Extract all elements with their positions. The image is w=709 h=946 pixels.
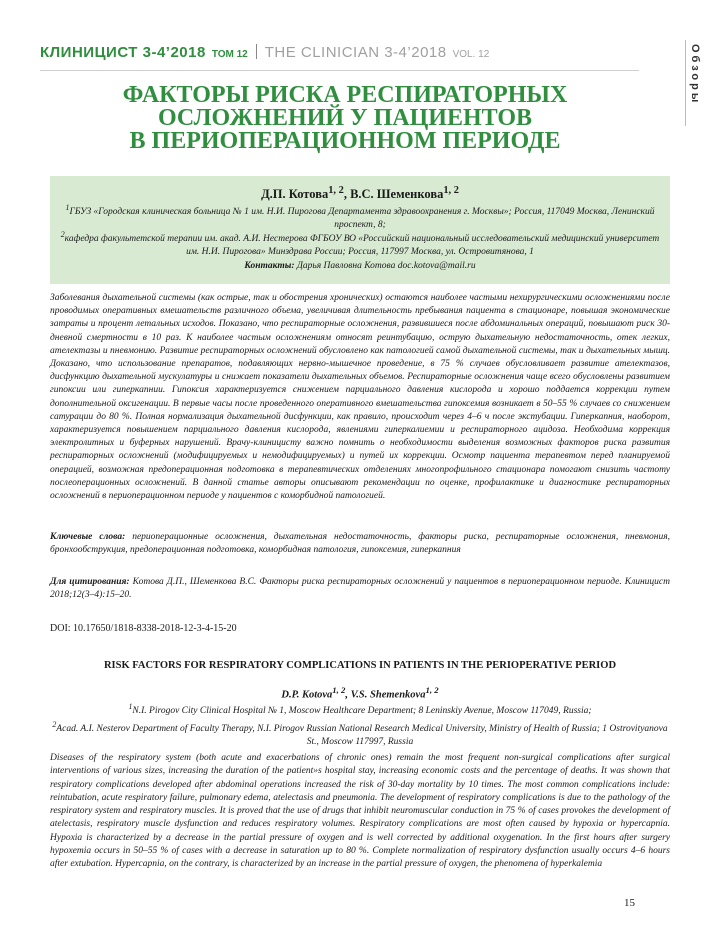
citation-text: Котова Д.П., Шеменкова В.С. Факторы риска респираторных осложнений у пациентов в периоперационном периоде. Клиницист 2018;12(3–4):15–20.	[50, 577, 671, 601]
keywords-label: Ключевые слова:	[50, 532, 126, 542]
article-title-en: RISK FACTORS FOR RESPIRATORY COMPLICATIONS IN PATIENTS IN THE PERIOPERATIVE PERIOD	[103, 660, 617, 671]
affiliation-superscript-en: 1	[128, 702, 133, 711]
affiliation-superscript-en: 2	[52, 720, 57, 730]
affiliation-en-1	[50, 700, 670, 718]
abstract-ru: Заболевания дыхательной системы (как острые, так и обострения хронических) остаются наиболее частыми нехирургическими осложнениями после проводимых оперативных вмешательств различного объема, увеличивая длительность пребывания пациента в стационаре, повышая экономические затраты и процент летальных исходов. Показано, что респираторные осложнения, развившиеся после абдоминальных операций, повышают риск 30-дневной смертности в 10 раз. К наиболее частым осложнениям относят реинтубацию, острую дыхательную недостаточность, отек легких, ателектазы и пневмонию. Развитие респираторных осложнений обусловлено как патологией самой дыхательной системы, так и дыхательных мышц. Доказано, что использование препаратов, подавляющих нервно-мышечное проведение, в 75 % случаев обусловливает развитие ателектазов, дисфункцию дыхательной мускулатуры и снижает показатели дыхательных объемов. Респираторные осложнения чаще всего обусловлены развитием гипоксии или гиперкапнии. Гипоксия характеризуется снижением парциального давления кислорода и хорошо поддается коррекции путем дополнительной оксигенации. В первые часы после проведенного оперативного вмешательства гипоксемия возникает в 50–55 % случаев со снижением сатурации до 80 %. Полная нормализация дыхательной дисфункции, как правило, происходит через 4–6 ч после экстубации. Гиперкапния, наоборот, характеризуется повышением парциального давления кислорода, явлениями гиперкалиемии и респираторного ацидоза. Необходима коррекция электролитных и буферных нарушений. Врачу-клиницисту важно помнить о необходимости выделения возможных факторов риска развития респираторных осложнений (модифицируемых и немодифицируемых) и путей их коррекции. Осмотр пациента терапевтом перед планируемой операцией, возможная предоперационная подготовка в терапевтических отделениях многопрофильного стационара помогают снизить частоту послеоперационных осложнений. В данной статье авторы описывают рекомендации по оценке, профилактике и диагностике респираторных осложнений в периоперационном периоде у пациентов с коморбидной патологией.	[50, 293, 670, 502]
author-name: В.С. Шеменкова	[350, 187, 444, 202]
volume-en: VOL. 12	[452, 49, 490, 60]
article-title-line: ФАКТОРЫ РИСКА РЕСПИРАТОРНЫХ	[122, 82, 568, 108]
contacts-label: Контакты:	[244, 261, 295, 271]
header-rule	[40, 70, 639, 71]
author-superscript-en: 1, 2	[425, 685, 439, 695]
author-superscript: 1, 2	[443, 185, 459, 196]
affiliation-text: ГБУЗ «Городская клиническая больница № 1 им. Н.И. Пирогова Департамента здравоохранения г. Москвы»; Россия, 117049 Москва, Ленинский проспект, 8;	[69, 207, 655, 231]
page-number: 15	[624, 897, 635, 909]
keywords	[50, 531, 670, 557]
contacts	[50, 261, 670, 271]
citation	[50, 576, 670, 602]
section-tab	[685, 40, 709, 126]
volume-ru: ТОМ 12	[211, 49, 248, 60]
header-separator	[256, 44, 257, 59]
section-tab-line	[685, 40, 686, 126]
article-title-line: ОСЛОЖНЕНИЙ У ПАЦИЕНТОВ	[157, 105, 533, 131]
author-name-en: V.S. Shemenkova	[350, 689, 426, 701]
affiliation-text-en: N.I. Pirogov City Clinical Hospital № 1, Moscow Healthcare Department; 8 Leninskiy Avenue, Moscow 117049, Russia;	[132, 706, 592, 717]
contacts-value: Дарья Павловна Котова doc.kotova@mail.ru	[296, 261, 476, 271]
journal-name-en: THE CLINICIAN 3-4’2018	[264, 44, 447, 61]
affiliations-en	[50, 700, 670, 749]
affiliation-text-en: Acad. A.I. Nesterov Department of Faculty Therapy, N.I. Pirogov Russian National Research Medical University, Ministry of Health of Russia; 1 Ostrovityanova St., Moscow 117997, Russia	[56, 724, 668, 748]
doi: DOI: 10.17650/1818-8338-2018-12-3-4-15-20	[50, 623, 237, 634]
article-title-line: В ПЕРИОПЕРАЦИОННОМ ПЕРИОДЕ	[129, 128, 561, 154]
authors-ru: Д.П. Котова$^{1, 2}$, В.С. Шеменкова$^{1, 2}$	[261, 185, 459, 202]
affiliation-en-2	[50, 718, 670, 749]
authors-en: D.P. Kotova$^{1, 2}$, V.S. Shemenkova$^{1, 2}$	[281, 685, 439, 701]
affiliation-superscript: 1	[65, 203, 70, 212]
author-superscript: 1, 2	[328, 185, 344, 196]
running-header	[40, 44, 660, 66]
keywords-text: периоперационные осложнения, дыхательная недостаточность, факторы риска, респираторные осложнения, пневмония, бронхообструкция, предоперационная подготовка, коморбидная патология, гипоксемия, гиперкапния	[50, 532, 671, 556]
author-superscript-en: 1, 2	[332, 685, 346, 695]
citation-label: Для цитирования:	[50, 577, 130, 587]
journal-name-ru: КЛИНИЦИСТ 3-4’2018	[40, 44, 206, 61]
section-label: Обзоры	[689, 44, 701, 106]
affiliation-text: кафедра факультетской терапии им. акад. А.И. Нестерова ФГБОУ ВО «Российский национальный исследовательский медицинский университет им. Н.И. Пирогова» Минздрава России; Россия, 117997 Москва, ул. Островитянова, 1	[64, 234, 660, 258]
article-title	[60, 84, 630, 153]
affiliation-superscript: 2	[60, 230, 65, 239]
author-name: Д.П. Котова	[261, 187, 329, 202]
author-name-en: D.P. Kotova	[281, 689, 333, 701]
affiliation-2	[60, 228, 660, 259]
abstract-en: Diseases of the respiratory system (both acute and exacerbations of chronic ones) remain the most frequent non-surgical complications after surgical interventions of various sizes, increasing the duration of the patient»s hospital stay, increasing economic costs and the percentage of deaths. It was shown that respiratory complications developed after abdominal operations increased the risk of 30-day mortality by 10 times. The most common complications include: reintubation, acute respiratory failure, pulmonary edema, atelectasis and pneumonia. The development of respiratory complications is due to the pathology of the respiratory system and respiratory muscles. It is proved that the use of drugs that inhibit neuromuscular conduction in 75 % of cases provokes the development of atelectasis, respiratory muscle dysfunction and reduces respiratory volumes. Respiratory complications are most often caused by hypoxia or hypercapnia. Hypoxia is characterized by a decrease in the partial pressure of oxygen and is well corrected by additional oxygenation. In the first hours after surgery hypoxemia occurs in 50–55 % of cases with a decrease in saturation up to 80 %. Complete normalization of respiratory dysfunction usually occurs 4–6 hours after extubation. Hypercapnia, on the contrary, is characterized by an increase in the partial pressure of oxygen, the phenomena of hyperkalemia	[50, 753, 670, 870]
authors-box	[50, 176, 670, 284]
